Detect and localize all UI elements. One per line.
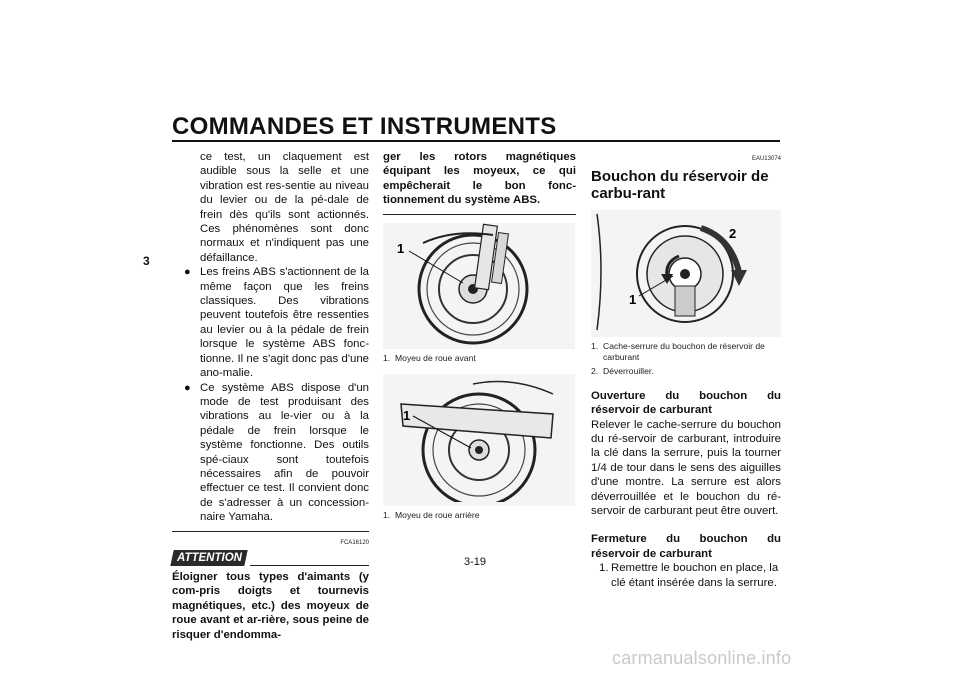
chapter-number: 3 bbox=[143, 254, 150, 268]
attention-header bbox=[172, 550, 369, 570]
front-hub-figure bbox=[383, 223, 575, 349]
section-title: Bouchon du réservoir de carbu-rant bbox=[591, 168, 769, 203]
column-middle bbox=[383, 150, 576, 521]
attention-rule bbox=[250, 565, 369, 566]
figure-caption: 1. Moyeu de roue arrière bbox=[383, 510, 480, 521]
rear-hub-callout: 1 bbox=[403, 408, 411, 424]
figure-captions bbox=[591, 341, 781, 377]
column-left bbox=[172, 150, 369, 642]
unlock-callout: 2 bbox=[729, 226, 737, 242]
bullet-item bbox=[172, 381, 369, 525]
closing-step: 1. Remettre le bouchon en place, la clé étant insérée dans la serrure. bbox=[599, 562, 779, 589]
section-divider bbox=[172, 531, 369, 532]
figure-caption: 2. Déverrouiller. bbox=[591, 365, 654, 376]
closing-heading: Fermeture du bouchon du réservoir de carburant bbox=[591, 533, 781, 560]
page-number: 3-19 bbox=[464, 556, 487, 568]
bullet-text: Ce système ABS dispose d'un mode de test produisant des vibrations au le-vier ou à la pédale de frein lorsque le système fonctionne. Des outils spé-ciaux sont toutefois nécessaires afin de pouvoir effectuer ce test. Il convient donc de s'adresser à un concession-naire Yamaha. bbox=[200, 381, 369, 524]
attention-text: Éloigner tous types d'aimants (y com-pris doigts et tournevis magnétiques, etc.) des moyeux de roue avant et ar-rière, sous peine de risquer d'endomma- bbox=[172, 570, 369, 641]
attention-text-continued: ger les rotors magnétiques équipant les moyeux, ce qui empêcherait le bon fonc-tionnement du système ABS. bbox=[383, 151, 576, 207]
fuel-cap-illustration bbox=[591, 210, 781, 332]
opening-heading: Ouverture du bouchon du réservoir de carburant bbox=[591, 389, 781, 417]
figure-caption: 1. Cache-serrure du bouchon de réservoir de carburant bbox=[591, 340, 765, 362]
figure-caption: 1. Moyeu de roue avant bbox=[383, 353, 476, 364]
header-rule bbox=[172, 140, 780, 142]
column-right bbox=[591, 150, 781, 590]
reference-code: FCA16120 bbox=[340, 539, 369, 546]
watermark: carmanualsonline.info bbox=[612, 648, 792, 668]
intro-paragraph: ce test, un claquement est audible sous la selle et une vibration est res-sentie au niveau du levier ou de la pé-dale de frein dès qu'ils sont actionnés. Ces phénomènes sont donc normaux et n'indiquent pas une défaillance. bbox=[200, 151, 369, 264]
rear-wheel-illustration bbox=[383, 374, 575, 502]
attention-badge: ATTENTION bbox=[170, 550, 247, 566]
page-title: COMMANDES ET INSTRUMENTS bbox=[172, 113, 557, 140]
cap-lock-cover-callout: 1 bbox=[629, 292, 637, 308]
rear-hub-figure bbox=[383, 374, 575, 506]
bullet-text: Les freins ABS s'actionnent de la même façon que les freins classiques. Des vibrations peuvent toutefois être ressenties au levier ou à la pédale de frein lorsque le système ABS fonc-tionne. Il ne s'agit donc pas d'une ano-malie. bbox=[200, 266, 369, 380]
fuel-cap-figure bbox=[591, 210, 781, 336]
bullet-dot-icon: ● bbox=[184, 381, 191, 394]
front-hub-callout: 1 bbox=[397, 240, 405, 256]
reference-code: EAU13074 bbox=[751, 156, 781, 162]
bullet-dot-icon: ● bbox=[184, 266, 191, 279]
attention-end-rule bbox=[383, 214, 576, 215]
bullet-item bbox=[172, 265, 369, 380]
opening-instructions: Relever le cache-serrure du bouchon du ré-servoir de carburant, introduire la clé dans la serrure, puis la tourner 1/4 de tour dans le sens des aiguilles d'une montre. La serrure est alors déverrouillée et le bouchon du ré-servoir de carburant peut être ouvert. bbox=[591, 418, 781, 518]
front-wheel-illustration bbox=[383, 223, 575, 345]
